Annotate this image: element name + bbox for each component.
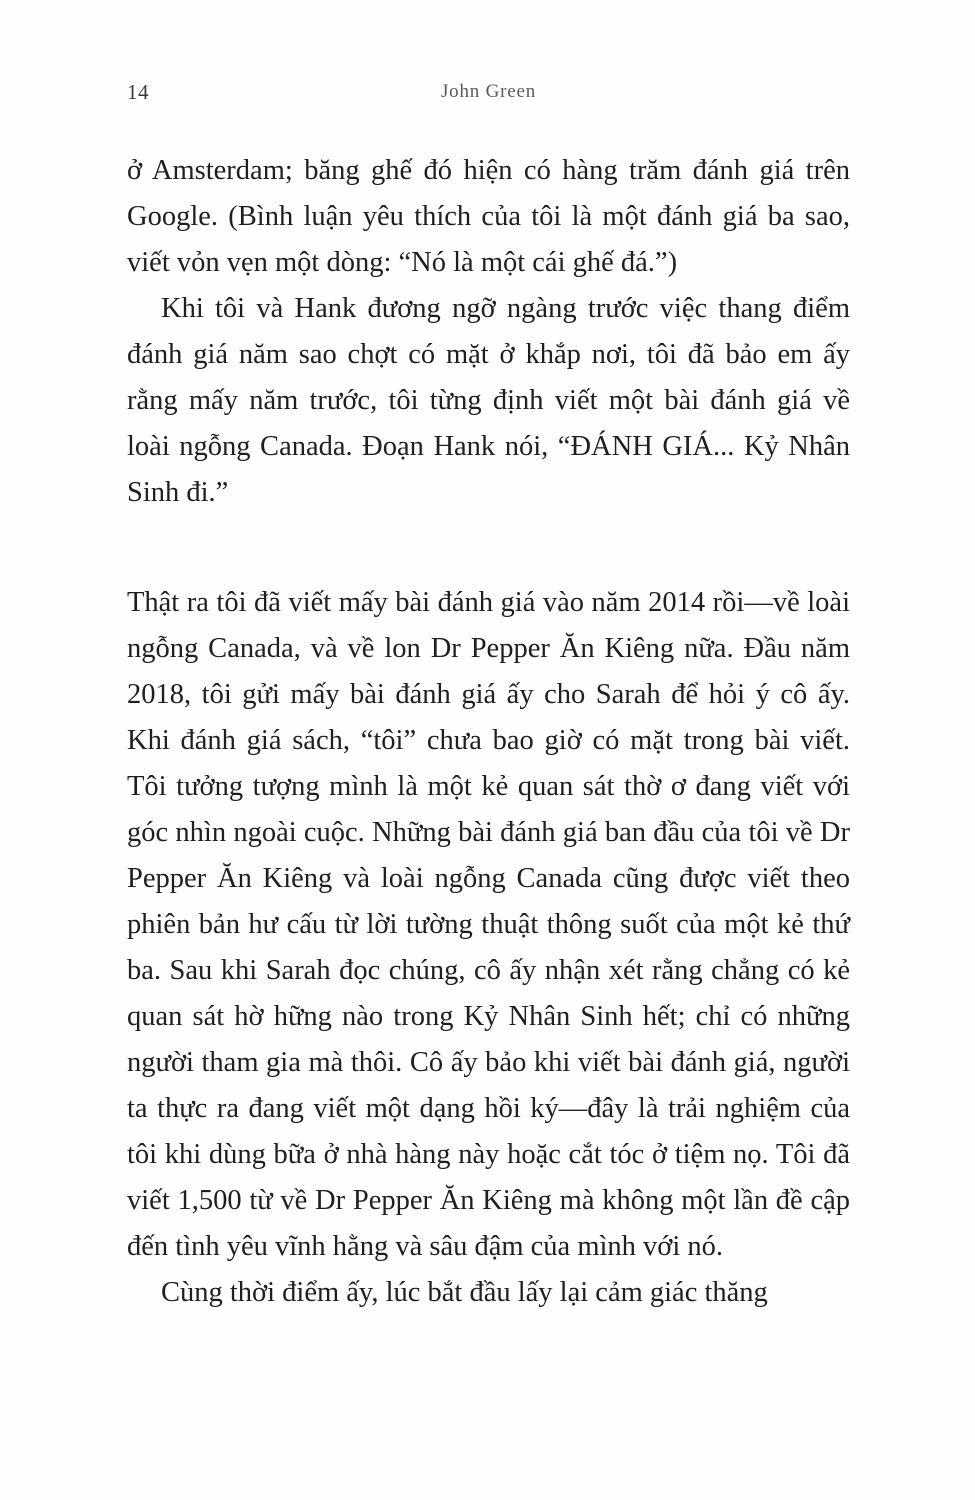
paragraph-closing-partial: Cùng thời điểm ấy, lúc bắt đầu lấy lại cảm giác thăng xyxy=(161,1277,768,1308)
paragraph-hank-conversation: Khi tôi và Hank đương ngỡ ngàng trước việc thang điểm đánh giá năm sao chợt có mặt ở khắp nơi, tôi đã bảo em ấy rằng mấy năm trước, tôi từng định viết một bài đánh giá về loài ngỗng Canada. Đoạn Hank nói, “ĐÁNH GIÁ... Kỷ Nhân Sinh đi.” xyxy=(127,293,850,508)
running-header-title: John Green xyxy=(440,81,537,102)
page-header xyxy=(127,80,850,108)
page-number: 14 xyxy=(127,80,149,104)
paragraph-amsterdam-bench: ở Amsterdam; băng ghế đó hiện có hàng trăm đánh giá trên Google. (Bình luận yêu thích của tôi là một đánh giá ba sao, viết vỏn vẹn một dòng: “Nó là một cái ghế đá.”) xyxy=(127,155,850,278)
page-body-text xyxy=(127,148,850,1316)
paragraph-early-reviews: Thật ra tôi đã viết mấy bài đánh giá vào năm 2014 rồi—về loài ngỗng Canada, và về lon Dr Pepper Ăn Kiêng nữa. Đầu năm 2018, tôi gửi mấy bài đánh giá ấy cho Sarah để hỏi ý cô ấy. Khi đánh giá sách, “tôi” chưa bao giờ có mặt trong bài viết. Tôi tưởng tượng mình là một kẻ quan sát thờ ơ đang viết với góc nhìn ngoài cuộc. Những bài đánh giá ban đầu của tôi về Dr Pepper Ăn Kiêng và loài ngỗng Canada cũng được viết theo phiên bản hư cấu từ lời tường thuật thông suốt của một kẻ thứ ba. Sau khi Sarah đọc chúng, cô ấy nhận xét rằng chẳng có kẻ quan sát hờ hững nào trong Kỷ Nhân Sinh hết; chỉ có những người tham gia mà thôi. Cô ấy bảo khi viết bài đánh giá, người ta thực ra đang viết một dạng hồi ký—đây là trải nghiệm của tôi khi dùng bữa ở nhà hàng này hoặc cắt tóc ở tiệm nọ. Tôi đã viết 1,500 từ về Dr Pepper Ăn Kiêng mà không một lần đề cập đến tình yêu vĩnh hằng và sâu đậm của mình với nó. xyxy=(127,587,850,1262)
